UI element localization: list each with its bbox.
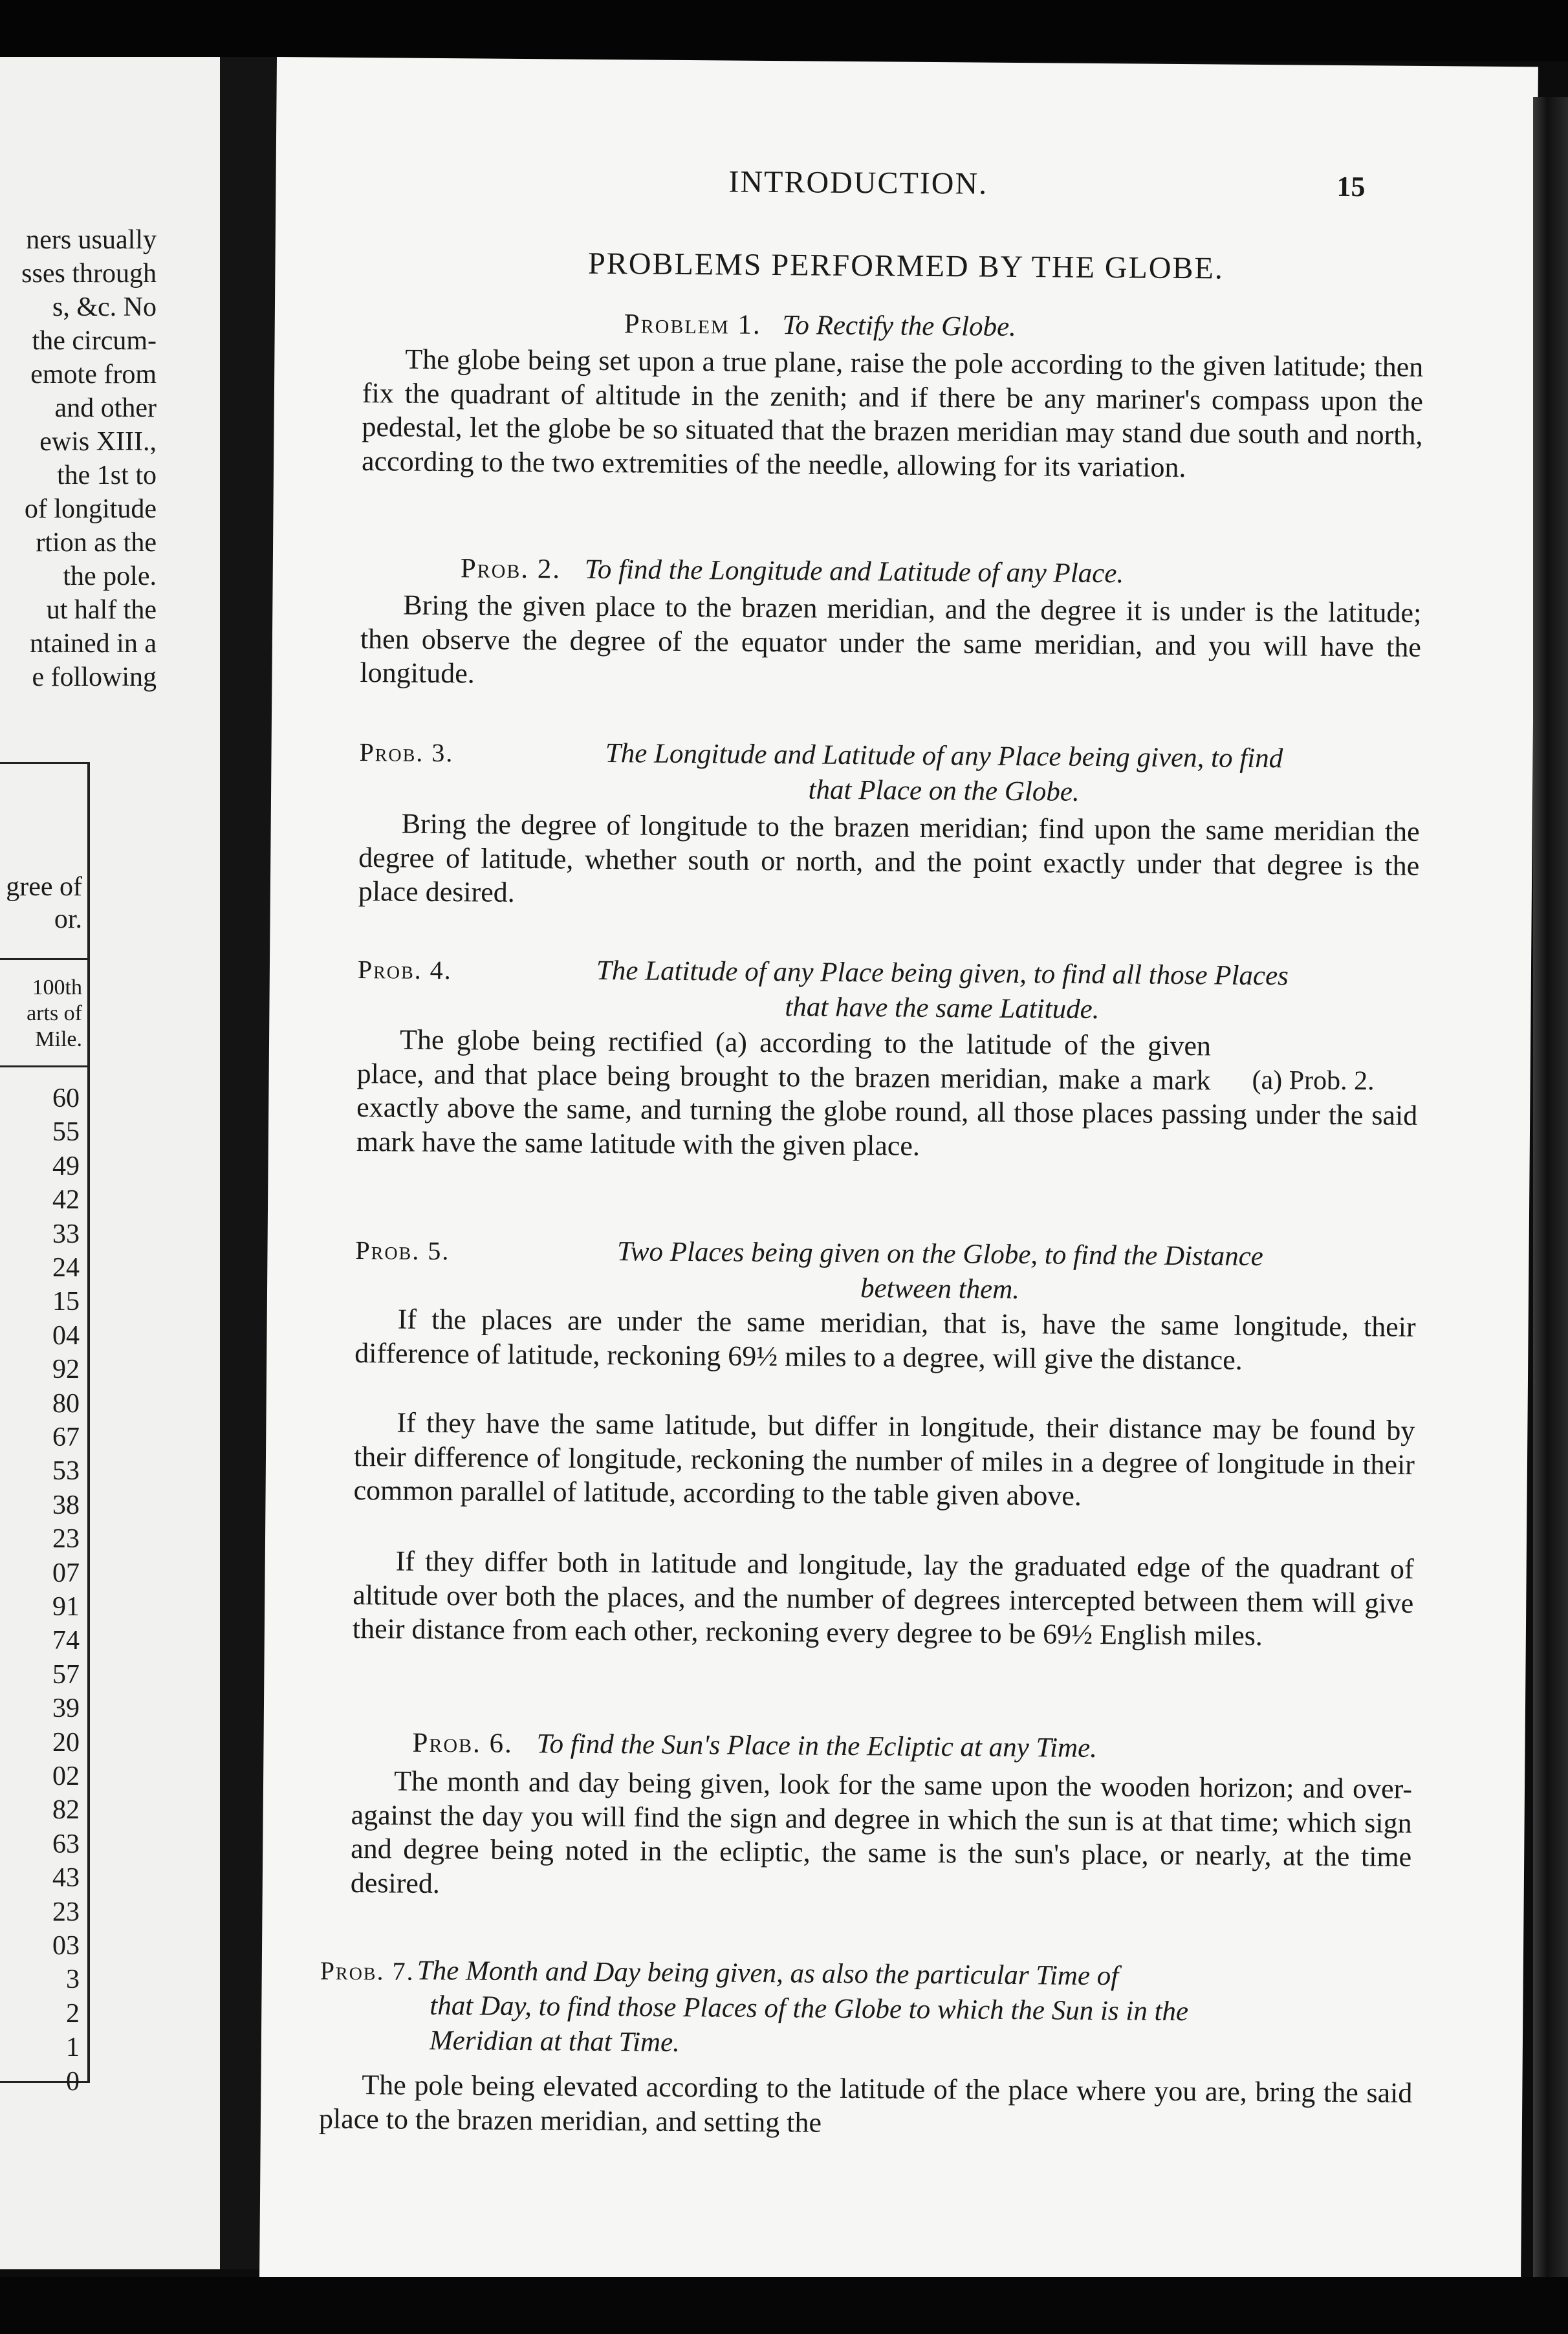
table-value: 60 [52,1084,80,1113]
problem-title-line: that Place on the Globe. [808,774,1080,807]
paragraph: Bring the degree of longitude to the brazen meridian; find upon the same meridian the degree of latitude, whether south or north, and the point exactly under that degree is the place desired. [358,807,1420,908]
latitude-table [0,762,90,2097]
table-value: 07 [52,1558,80,1588]
problem-title: To find the Longitude and Latitude of any Place. [584,554,1124,589]
table-value: 74 [52,1626,80,1656]
table-value: 02 [52,1761,80,1791]
page-15 [259,57,1538,2292]
page-number: 15 [1336,170,1366,203]
problem-title-line: The Longitude and Latitude of any Place being given, to find [605,738,1283,774]
problem-label: Problem 1. [624,309,761,340]
table-value: 42 [52,1185,80,1216]
table-value: 82 [52,1795,80,1826]
scan-background-bottom [0,2277,1568,2334]
side-note: (a) Prob. 2. [1252,1065,1375,1096]
left-page-line: e following [32,662,157,692]
problem-label: Prob. 5. [355,1236,450,1266]
problem-title-line: that have the same Latitude. [785,992,1100,1025]
table-value: 0 [66,2066,80,2097]
paragraph-text: The globe being rectified (a) according to the latitude of the given place, and that place being brought to the brazen meridian, make a mark exactly above the same, and turning the globe round, all those places passing under the said mark have the same latitude with the given place. [356,1023,1418,1162]
table-header: 100th [32,976,82,999]
problem-title-line: Two Places being given on the Globe, to find the Distance [616,1236,1264,1272]
left-page-line: ners usually [26,225,157,255]
book-edge [1533,97,1568,2296]
table-value: 80 [52,1388,80,1419]
left-page-line: and other [54,393,157,423]
problem-label: Prob. 6. [412,1727,514,1759]
table-value: 03 [52,1931,80,1961]
problem-title [461,1233,1419,1311]
paragraph: If they have the same latitude, but differ in longitude, their distance may be found by their difference of longitude, reckoning the number of miles in a degree of longitude in their common parallel of latitude, according to the table given above. [353,1406,1415,1512]
problem-heading [461,552,1124,589]
table-header: arts of [27,1001,82,1025]
left-page-line: ewis XIII., [39,427,157,457]
problem-title-line: that Day, to find those Places of the Globe to which the Sun is in the [430,1990,1189,2027]
left-page-line: of longitude [24,494,157,524]
table-value: 57 [52,1659,80,1690]
table-rule [0,958,87,960]
table-header: Mile. [35,1027,82,1051]
left-page-line: the 1st to [57,461,157,490]
problem-title-line: The Month and Day being given, as also the particular Time of [417,1955,1119,1992]
table-value: 23 [52,1897,80,1927]
page-title: PROBLEMS PERFORMED BY THE GLOBE. [587,246,1225,286]
problem-label: Prob. 4. [357,955,452,985]
problem-label: Prob. 3. [359,737,454,768]
left-page-line: s, &c. No [52,292,157,322]
left-page-line: the pole. [63,562,157,591]
table-value: 92 [52,1355,80,1385]
problem-title [463,952,1421,1030]
problem-title-line: Meridian at that Time. [429,2025,681,2058]
table-value: 39 [52,1694,80,1724]
paragraph: The globe being set upon a true plane, raise the pole according to the given latitude; then fix the quadrant of altitude in the zenith; and if there be any mariner's compass upon the pedestal, let the globe be so situated that the brazen meridian may stand due south and north, according to the two extremities of the needle, allowing for its variation. [361,343,1424,483]
table-value: 53 [52,1456,80,1487]
scan-background-top [0,0,1568,61]
table-rule [0,1065,87,1067]
table-header: gree of [6,872,82,902]
table-value: 91 [52,1592,80,1622]
paragraph: The month and day being given, look for the same upon the wooden horizon; and over-against the day you will find the sign and degree in which the sun is at that time; which sign and degree being noted in the ecliptic, the same is the sun's place, or nearly, at the time desired. [350,1765,1413,1899]
table-value: 15 [52,1287,80,1317]
table-value: 04 [52,1320,80,1351]
problem-title [417,1954,1413,2066]
table-value: 3 [66,1965,80,1995]
paragraph: The pole being elevated according to the latitude of the place where you are, bring the said place to the brazen meridian, and setting the [318,2069,1413,2139]
table-value: 43 [52,1863,80,1893]
problem-title-line: between them. [860,1273,1020,1305]
problem-title: To find the Sun's Place in the Ecliptic at any Time. [536,1729,1098,1764]
table-value: 55 [52,1117,80,1148]
left-page-line: sses through [21,259,157,289]
table-value: 33 [52,1219,80,1249]
left-page-line: the circum- [32,326,157,356]
left-page-line: ntained in a [30,629,157,659]
table-value: 49 [52,1151,80,1181]
table-value: 63 [52,1829,80,1859]
paragraph: Bring the given place to the brazen meridian, and the degree it is under is the latitude; then observe the degree of the equator under the same meridian, and you will have the longitude. [360,589,1422,690]
left-page-line: rtion as the [36,528,157,558]
problem-title: To Rectify the Globe. [782,310,1017,342]
running-head: INTRODUCTION. [728,164,988,201]
table-value: 24 [52,1253,80,1283]
table-value: 67 [52,1423,80,1452]
table-value: 38 [52,1490,80,1520]
table-value: 23 [52,1524,80,1554]
problem-title [465,735,1423,813]
problem-heading [624,308,1017,343]
table-value: 20 [52,1727,80,1758]
problem-label: Prob. 7. [320,1956,415,1986]
problem-label: Prob. 2. [460,553,561,585]
left-page-line: ut half the [46,595,157,625]
left-page-line: emote from [30,360,157,389]
left-page [0,57,254,2269]
paragraph: If the places are under the same meridian, that is, have the same longitude, their difference of latitude, reckoning 69½ miles to a degree, will give the distance. [354,1303,1416,1376]
problem-title-line: The Latitude of any Place being given, to find all those Places [596,955,1289,992]
table-value: 1 [66,2033,80,2063]
table-value: 2 [66,1998,80,2029]
paragraph: If they differ both in latitude and longitude, lay the graduated edge of the quadrant of altitude over both the places, and the number of degrees intercepted between them will give their distance from each other, reckoning every degree to be 69½ English miles. [352,1545,1414,1652]
problem-heading [412,1727,1097,1764]
table-header: or. [54,904,82,934]
